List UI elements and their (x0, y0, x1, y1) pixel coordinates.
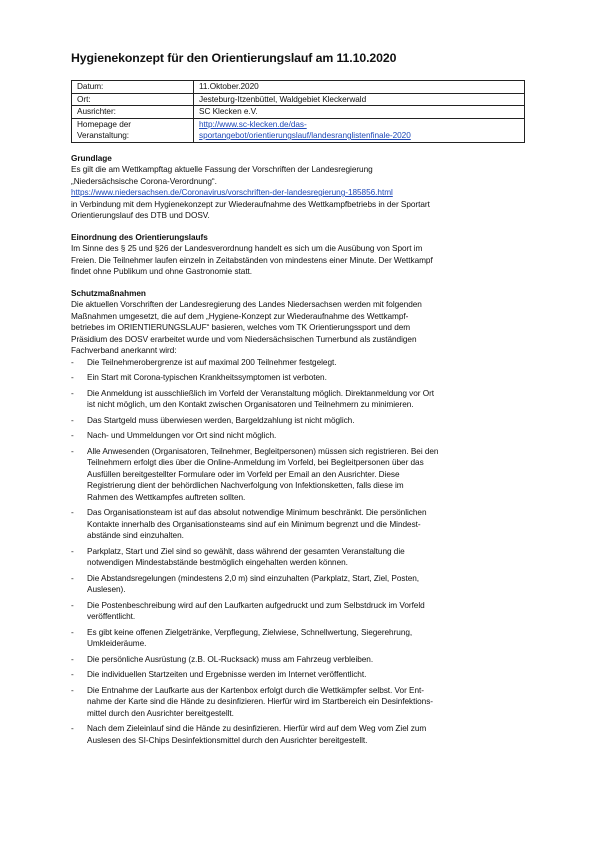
regulation-link[interactable]: https://www.niedersachsen.de/Coronavirus/vorschriften-der-landesregierung-185856.html (71, 188, 393, 197)
list-item-line: Die persönliche Ausrüstung (z.B. OL-Rucksack) muss am Fahrzeug verbleiben. (87, 654, 374, 664)
paragraph-line: Orientierungslauf des DTB und DOSV. (71, 211, 210, 220)
list-item-line: veröffentlicht. (87, 612, 136, 621)
organizer-value: SC Klecken e.V. (194, 106, 525, 119)
place-value: Jesteburg-Itzenbüttel, Waldgebiet Kleckerwald (194, 93, 525, 106)
list-item-line: Auslesen). (87, 585, 126, 594)
list-item-line: Die individuellen Startzeiten und Ergebnisse werden im Internet veröffentlicht. (87, 670, 367, 679)
bullet-dash: - (71, 670, 74, 679)
list-item (71, 446, 531, 504)
info-row-place (72, 93, 525, 106)
list-item (71, 669, 531, 681)
list-item-line: Rahmen des Wettkampfes auftreten sollten. (87, 492, 246, 502)
bullet-dash: - (71, 573, 74, 583)
list-item (71, 430, 531, 442)
section-grundlage (71, 153, 531, 222)
list-item-line: Die Abstandsregelungen (mindestens 2,0 m) sind einzuhalten (Parkplatz, Start, Ziel, Posten, (87, 573, 420, 583)
bullet-dash: - (71, 431, 74, 440)
bullet-dash: - (71, 388, 74, 398)
list-item (71, 723, 531, 746)
bullet-dash: - (71, 357, 74, 367)
section-schutzmassnahmen (71, 288, 531, 747)
date-label: Datum: (72, 81, 194, 94)
list-item (71, 627, 531, 650)
info-row-date (72, 81, 525, 94)
list-item (71, 546, 531, 569)
list-item-line: nahme der Karte sind die Hände zu desinfizieren. Hierfür wird im Startbereich ein Desinfektions- (87, 697, 433, 706)
list-item-line: Die Teilnehmerobergrenze ist auf maximal 200 Teilnehmer festgelegt. (87, 357, 337, 367)
list-item-line: Ein Start mit Corona-typischen Krankheitssymptomen ist verboten. (87, 373, 327, 382)
section-heading: Einordnung des Orientierungslaufs (71, 232, 208, 242)
list-item (71, 507, 531, 542)
homepage-label-line: Homepage der (77, 119, 131, 129)
homepage-link[interactable]: http://www.sc-klecken.de/das- (199, 119, 307, 129)
section-einordnung (71, 232, 531, 278)
bullet-dash: - (71, 724, 74, 733)
bullet-dash: - (71, 446, 74, 456)
list-item (71, 372, 531, 384)
date-value: 11.Oktober.2020 (194, 81, 525, 94)
event-info-table (71, 80, 525, 143)
bullet-dash: - (71, 373, 74, 382)
section-heading: Schutzmaßnahmen (71, 288, 146, 298)
bullet-dash: - (71, 415, 74, 425)
list-item-line: Auslesen des SI-Chips Desinfektionsmittel durch den Ausrichter bereitgestellt. (87, 735, 368, 745)
bullet-dash: - (71, 627, 74, 637)
paragraph-line: Fachverband anerkannt wird: (71, 346, 177, 355)
list-item-line: notwendigen Mindestabstände bestmöglich eingehalten werden können. (87, 558, 348, 567)
list-item-line: Die Anmeldung ist ausschließlich im Vorfeld der Veranstaltung möglich. Direktanmeldung vor Ort (87, 388, 435, 398)
list-item-line: Es gibt keine offenen Zielgetränke, Verpflegung, Zielwiese, Schnellwertung, Siegerehrung, (87, 627, 413, 637)
info-row-organizer (72, 106, 525, 119)
paragraph-line: Präsidium des DOSV erarbeitet wurde und vom Niedersächsischen Turnerbund als zuständigen (71, 334, 417, 344)
paragraph-line: Im Sinne des § 25 und §26 der Landesverordnung handelt es sich um die Ausübung von Sport im (71, 244, 423, 253)
list-item-line: Alle Anwesenden (Organisatoren, Teilnehmer, Begleitpersonen) müssen sich registrieren. Bei den (87, 446, 439, 456)
list-item-line: mittel durch den Ausrichter bereitgestellt. (87, 708, 234, 718)
list-item-line: Umkleideräume. (87, 639, 147, 648)
measures-list (71, 357, 531, 747)
list-item-line: Parkplatz, Start und Ziel sind so gewählt, dass während der gesamten Veranstaltung die (87, 546, 405, 556)
bullet-dash: - (71, 600, 74, 610)
list-item-line: Die Postenbeschreibung wird auf den Laufkarten aufgedruckt und zum Selbstdruck im Vorfeld (87, 600, 425, 610)
homepage-label-line: Veranstaltung: (77, 131, 130, 140)
list-item (71, 685, 531, 720)
homepage-value (194, 118, 525, 142)
paragraph-line: Es gilt die am Wettkampftag aktuelle Fassung der Vorschriften der Landesregierung (71, 165, 373, 174)
list-item-line: Registrierung dient der behördlichen Nachverfolgung von Infektionsketten, falls diese im (87, 481, 404, 490)
list-item (71, 654, 531, 666)
bullet-dash: - (71, 508, 74, 517)
list-item-line: Nach- und Ummeldungen vor Ort sind nicht möglich. (87, 431, 277, 440)
list-item (71, 357, 531, 369)
list-item-line: abstände sind einzuhalten. (87, 531, 184, 540)
list-item-line: Das Organisationsteam ist auf das absolut notwendige Minimum beschränkt. Die persönlichen (87, 508, 427, 517)
bullet-dash: - (71, 546, 74, 556)
list-item-line: Das Startgeld muss überwiesen werden, Bargeldzahlung ist nicht möglich. (87, 415, 355, 425)
paragraph-line: „Niedersächsische Corona-Verordnung“. (71, 176, 217, 186)
document-title: Hygienekonzept für den Orientierungslauf am 11.10.2020 (71, 51, 397, 65)
list-item (71, 415, 531, 427)
paragraph-line: findet ohne Publikum und ohne Gastronomie statt. (71, 267, 253, 276)
list-item-line: Die Entnahme der Laufkarte aus der Kartenbox erfolgt durch die Wettkämpfer selbst. Vor Ent- (87, 685, 424, 695)
info-row-homepage (72, 118, 525, 142)
list-item (71, 388, 531, 411)
paragraph-line: Freien. Die Teilnehmer laufen einzeln in Zeitabständen von mindestens einer Minute. Der Wettkampf (71, 255, 433, 265)
homepage-label (72, 118, 194, 142)
place-label: Ort: (72, 93, 194, 106)
paragraph-line: Maßnahmen umgesetzt, die auf dem „Hygiene-Konzept zur Wiederaufnahme des Wettkampf- (71, 311, 409, 321)
bullet-dash: - (71, 654, 74, 664)
list-item-line: Teilnehmern erfolgt dies über die Online-Anmeldung im Vorfeld, bei Begleitpersonen über das (87, 458, 424, 467)
paragraph-line: in Verbindung mit dem Hygienekonzept zur Wiederaufnahme des Wettkampfbetriebs in der Sportart (71, 199, 430, 209)
section-heading: Grundlage (71, 153, 112, 163)
list-item-line: Kontakte innerhalb des Organisationsteams sind auf ein Minimum begrenzt und die Mindest- (87, 519, 421, 529)
homepage-link[interactable]: sportangebot/orientierungslauf/landesranglistenfinale-2020 (199, 131, 411, 140)
list-item (71, 600, 531, 623)
list-item-line: ist nicht möglich, um den Kontakt zwischen Organisatoren und Teilnehmern zu minimieren. (87, 400, 414, 409)
document-page (71, 50, 531, 756)
list-item (71, 573, 531, 596)
paragraph-line: betriebes im ORIENTIERUNGSLAUF“ basieren, welches vom TK Orientierungssport und dem (71, 323, 411, 332)
paragraph-line: Die aktuellen Vorschriften der Landesregierung des Landes Niedersachsen werden mit folgenden (71, 300, 422, 309)
list-item-line: Nach dem Zieleinlauf sind die Hände zu desinfizieren. Hierfür wird auf dem Weg vom Ziel zum (87, 724, 427, 733)
bullet-dash: - (71, 685, 74, 695)
list-item-line: Ausfüllen bereitgestellter Formulare oder im Vorfeld per Email an den Ausrichter. Diese (87, 469, 400, 479)
organizer-label: Ausrichter: (72, 106, 194, 119)
